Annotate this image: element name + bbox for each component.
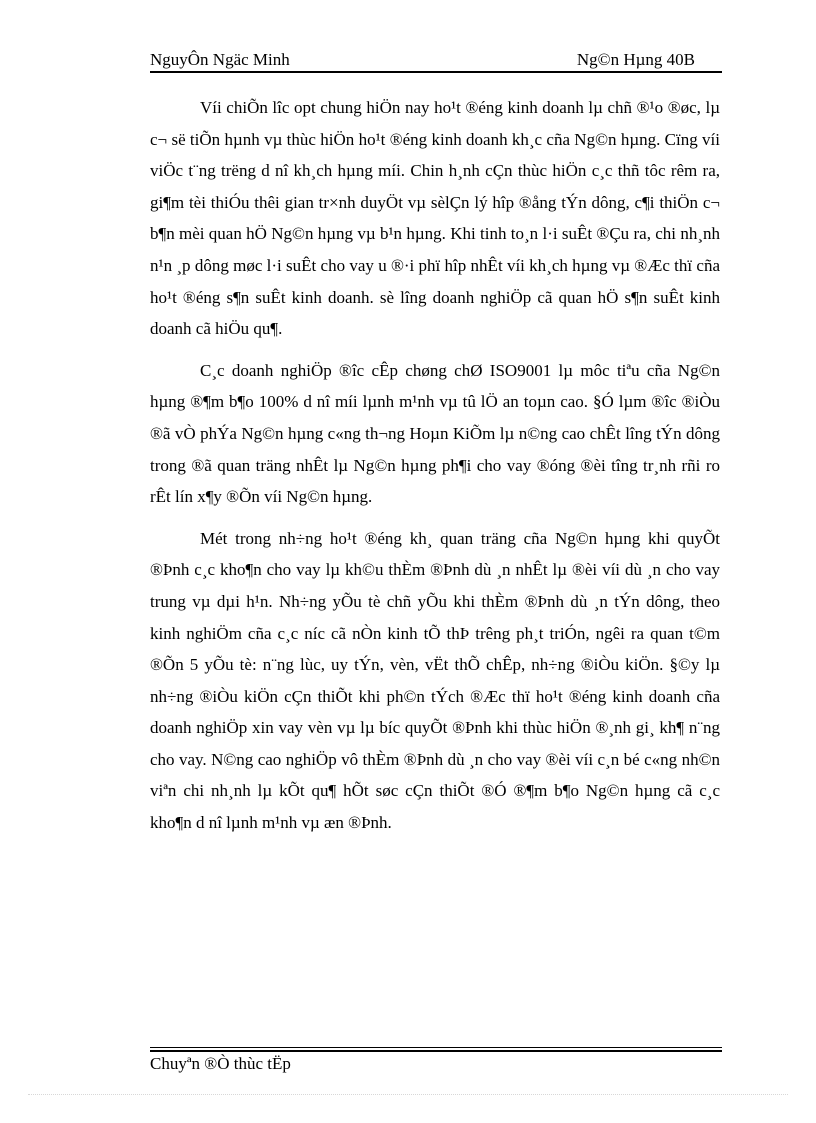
page-header: [150, 50, 722, 72]
header-rule: [150, 71, 722, 73]
footer-rule-thin: [150, 1047, 722, 1048]
header-author: NguyÔn Ngäc Minh: [150, 50, 290, 69]
paragraph-3: Mét trong nh÷ng ho¹t ®éng kh¸ quan träng cña Ng©n hµng khi quyÕt ®Þnh c¸c kho¶n cho vay lµ kh©u thÈm ®Þnh dù ¸n nhÊt lµ ®èi víi dù ¸n cho vay trung vµ dµi h¹n. Nh÷ng yÕu tè chñ yÕu khi thÈm ®Þnh dù ¸n tÝn dông, theo kinh nghiÖm cña c¸c níc cã nÒn kinh tÕ thÞ trêng ph¸t triÓn, ngêi ra quan t©m ®Õn 5 yÕu tè: n¨ng lùc, uy tÝn, vèn, vËt thÕ chÊp, nh÷ng ®iÒu kiÖn. §©y lµ nh÷ng ®iÒu kiÖn cÇn thiÕt khi ph©n tÝch ®Æc thï ho¹t ®éng kinh doanh cña doanh nghiÖp xin vay vèn vµ lµ bíc quyÕt ®Þnh khi thùc hiÖn ®¸nh gi¸ kh¶ n¨ng cho vay. N©ng cao nghiÖp vô thÈm ®Þnh dù ¸n cho vay ®èi víi c¸n bé c«ng nh©n viªn chi nh¸nh lµ kÕt qu¶ hÕt søc cÇn thiÕt ®Ó ®¶m b¶o Ng©n hµng cã c¸c kho¶n d nî lµnh m¹nh vµ æn ®Þnh.: [150, 528, 720, 833]
document-body: [150, 92, 720, 849]
page-bottom-edge: [28, 1094, 788, 1095]
paragraph-1: Víi chiÕn lîc opt chung hiÖn nay ho¹t ®éng kinh doanh lµ chñ ®¹o ®øc, lµ c¬ së tiÕn hµnh vµ thùc hiÖn ho¹t ®éng kinh doanh kh¸c cña Ng©n hµng. Cïng víi viÖc t¨ng trëng d nî kh¸ch hµng míi. Chin h¸nh cÇn thùc hiÖn c¸c thñ tôc rêm ra, gi¶m tèi thiÓu thêi gian tr×nh duyÖt vµ sèlÇn lý hîp ®ång tÝn dông, c¶i thiÖn c¬ b¶n mèi quan hÖ Ng©n hµng vµ b¹n hµng. Khi tinh to¸n l·i suÊt ®Çu ra, chi nh¸nh n¹n ¸p dông møc l·i suÊt cho vay u ®·i phï hîp nhÊt víi kh¸ch hµng vµ ®Æc thï cña ho¹t ®éng s¶n suÊt kinh doanh. sè lîng doanh nghiÖp cã quan hÖ s¶n suÊt kinh doanh cã hiÖu qu¶.: [150, 98, 720, 339]
header-class: Ng©n Hµng 40B: [576, 50, 695, 69]
paragraph-2: C¸c doanh nghiÖp ®îc cÊp chøng chØ ISO9001 lµ môc tiªu cña Ng©n hµng ®¶m b¶o 100% d nî míi lµnh m¹nh vµ tû lÖ an toµn cao. §Ó lµm ®îc ®iÒu ®ã vÒ phÝa Ng©n hµng c«ng th¬ng Hoµn KiÕm lµ n©ng cao chÊt lîng tÝn dông trong ®ã quan träng nhÊt lµ Ng©n hµng ph¶i cho vay ®óng ®èi tîng tr¸nh rñi ro rÊt lín x¶y ®Õn víi Ng©n hµng.: [150, 360, 720, 507]
footer-label: Chuyªn ®Ò thùc tËp: [150, 1054, 291, 1073]
footer-rule-thick: [150, 1050, 722, 1052]
